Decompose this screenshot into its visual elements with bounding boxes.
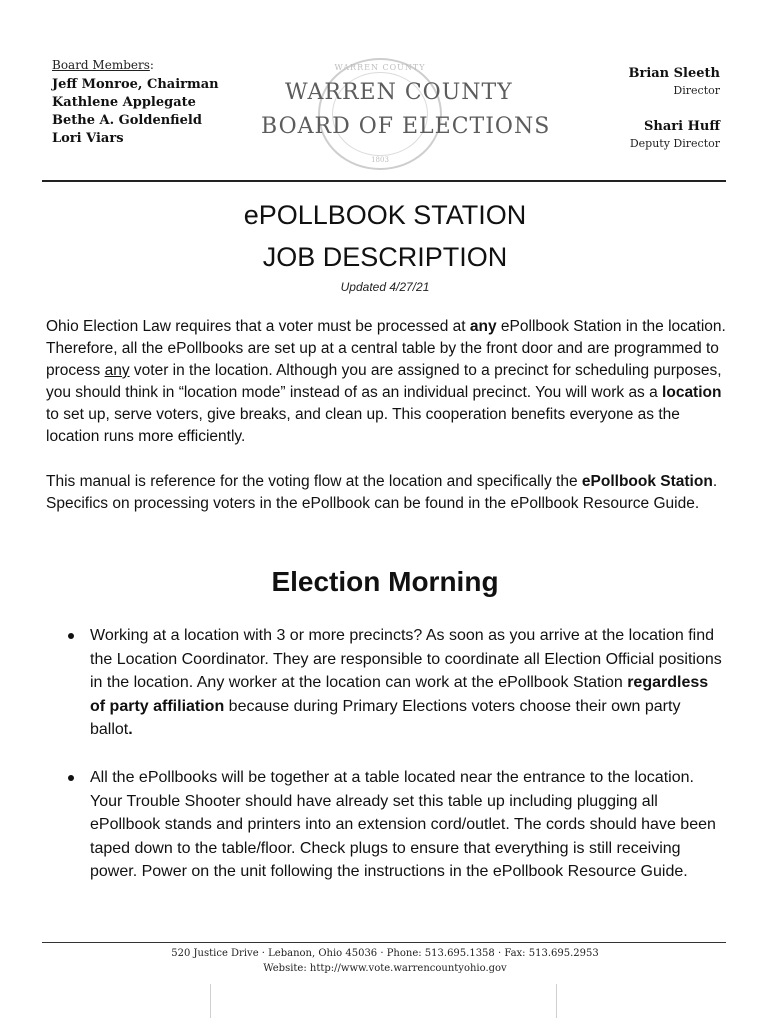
board-name: BOARD OF ELECTIONS <box>261 114 551 139</box>
board-member: Kathlene Applegate <box>52 95 196 110</box>
header-divider <box>42 180 726 182</box>
board-members-heading: Board Members: <box>52 58 154 72</box>
deputy-director-name: Shari Huff <box>644 119 720 134</box>
manual-reference-paragraph: This manual is reference for the voting flow at the location and specifically the ePollbook Station. Specifics on processing voters in the ePollbook can be found in the ePollbook Resource Guide. <box>46 473 718 512</box>
updated-date: Updated 4/27/21 <box>340 280 430 294</box>
footer-website: Website: http://www.vote.warrencountyohio.gov <box>263 963 507 974</box>
bullet-text: All the ePollbooks will be together at a table located near the entrance to the location. Your Trouble Shooter should have already set this table up including plugging all ePollbook stands and printers into an extension cord/outlet. The cords should have been taped down to the table/floor. Check plugs to ensure that everything is still receiving power. Power on the unit following the instructions in the ePollbook Resource Guide. <box>90 768 716 881</box>
bullet-icon <box>68 633 74 639</box>
page-edge-mark <box>210 984 211 1018</box>
board-member: Jeff Monroe, Chairman <box>52 77 219 92</box>
director-title: Director <box>673 84 720 97</box>
seal-year: 1803 <box>371 156 389 164</box>
board-members <box>52 58 219 148</box>
director-name: Brian Sleeth <box>628 66 720 81</box>
bullet-item <box>66 624 726 742</box>
bullet-icon <box>68 775 74 781</box>
county-name: WARREN COUNTY <box>285 80 513 105</box>
page-edge-mark <box>556 984 557 1018</box>
document-title: ePOLLBOOK STATION <box>243 200 527 230</box>
bullet-list <box>66 624 726 884</box>
deputy-director-title: Deputy Director <box>629 137 720 150</box>
bullet-item <box>66 766 726 884</box>
seal-text: WARREN COUNTY <box>334 63 426 72</box>
board-member: Lori Viars <box>52 131 124 146</box>
footer-divider <box>42 942 726 943</box>
footer-address: 520 Justice Drive · Lebanon, Ohio 45036 · Phone: 513.695.1358 · Fax: 513.695.2953 <box>171 948 599 959</box>
section-heading: Election Morning <box>271 566 499 597</box>
intro-paragraph: Ohio Election Law requires that a voter must be processed at any ePollbook Station in the location. Therefore, all the ePollbooks are set up at a central table by the front door and are programmed to process any voter in the location. Although you are assigned to a precinct for scheduling purposes, you should think in “location mode” instead of as an individual precinct. You will work as a location to set up, serve voters, give breaks, and clean up. This cooperation benefits everyone as the location runs more efficiently. <box>46 318 726 445</box>
bullet-text: Working at a location with 3 or more precincts? As soon as you arrive at the location find the Location Coordinator. They are responsible to coordinate all Election Official positions in the location. Any worker at the location can work at the ePollbook Station regardless of party affiliation because during Primary Elections voters choose their own party ballot. <box>90 627 722 739</box>
board-member: Bethe A. Goldenfield <box>52 113 202 128</box>
document-subtitle: JOB DESCRIPTION <box>262 242 508 272</box>
staff-block <box>628 66 720 150</box>
